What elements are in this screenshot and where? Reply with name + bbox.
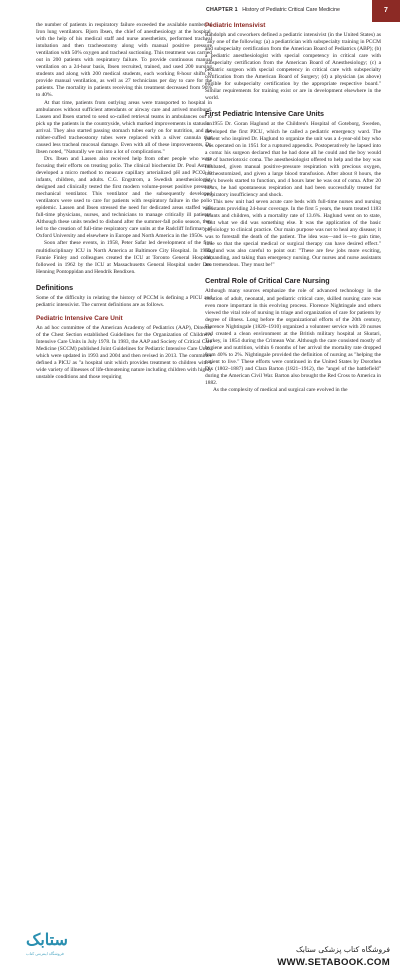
paragraph: In 1955 Dr. Goran Haglund at the Children's Hospital of Goteborg, Sweden, developed the first PICU, which he called a pediatric emergency ward. The patient who inspired Dr. Haglund to organize the unit was a 4-year-old boy who was operated on in 1951 for a ruptured appendix. Postoperatively he lapsed into a coma: his surgeon declared that he had done all he could and the boy would die of bacteriotoxic coma. The anesthesiologist offered to help and the boy was intubated, given manual positive-pressure respiration with precious oxygen, tracheostomized, and given a large blood transfusion. After about 8 hours, the boy's bowels started to function, and 4 hours later he was out of coma. After 20 hours, he had spontaneous respiration and had been successfully treated for respiratory insufficiency and shock. (205, 121, 381, 198)
section-heading-first-picus: First Pediatric Intensive Care Units (205, 109, 325, 119)
publisher-logo-subtext: فروشگاه اینترنتی کتاب (26, 951, 64, 956)
paragraph: Although many sources emphasize the role of advanced technology in the creation of adult, neonatal, and pediatric critical care, skilled nursing care was even more important in this evolving process. Florence Nightingale and others viewed the vital role of nursing in triage and organization of care for patients by degree of illness. Long before the organizational efforts of the 20th century, Florence Nightingale (1820–1910) organized a volunteer service with 20 nurses and created a clean environment at the British military hospital at Skutari, Turkey, in 1854 during the Crimean War. Although the care consisted mostly of hygiene and nutrition, within 6 months of her arrival the mortality rate dropped from 40% to 2%. Nightingale provided the definition of nursing as "helping the patient to live." These efforts were continued in the United States by Dorothea Dix (1802–1887) and Clara Barton (1821–1912), the "angel of the battlefield" during the American Civil War. Barton also brought the Red Cross to America in 1882. (205, 288, 381, 387)
chapter-title: History of Pediatric Critical Care Medicine (242, 7, 340, 13)
running-head (206, 7, 340, 13)
paragraph: An ad hoc committee of the American Academy of Pediatrics (AAP), Director of the Chest Section established Guidelines for the Organization of Children's Intensive Care Units in July 1978. In 1983, the AAP and Society of Critical Care Medicine (SCCM) published Joint Guidelines for Pediatric Intensive Care Units, which were updated in 1993 and 2004 and then revised in 2013. The committee defined a PICU as "a hospital unit which provides treatment to children with a wide variety of illnesses of life-threatening nature including children with highly unstable conditions and those requiring (36, 324, 212, 381)
paragraph: This new unit had seven acute care beds with full-time nurses and nursing assistants providing 24-hour coverage. In the first 5 years, the team treated 1183 infants and children, with a mortality rate of 13.6%. Haglund went on to state, "But what we did was something else. It was the application of the basic physiology to clinical practice. Our main purpose was not to heal any disease; it was to forestall the death of the patient. The idea was—and is—to gain time, time so that the special medical or surgical therapy can have desired effect." Haglund was also careful to point out: "These are few jobs more exciting, demanding, and taking than emergency nursing. Our nurses and nurse assistants are tremendous. They must be!" (205, 198, 381, 269)
subsection-heading-intensivist: Pediatric Intensivist (205, 22, 266, 29)
left-column (36, 22, 212, 460)
paragraph: the number of patients in respiratory failure exceeded the available number of Iron lung ventilators. Bjorn Ibsen, the chief of anesthesiology at the hospital, with the help of his medical staff and nurse anesthetists, performed tracheal intubation and then tracheostomy along with manual positive pressure ventilation with 50% oxygen and tracheal suctioning. This treatment was carried out in 200 patients with respiratory failure. To provide continuous manual ventilation on a 24-hour basis, Ibsen recruited, trained, and used 200 nursing students and along with 200 medical students, each working 8-hour shifts to provide manual ventilation, as well as 27 technicians per day to care for the patients. The mortality in patients receiving this treatment decreased from 90% to 40%. (36, 22, 212, 99)
paragraph: As the complexity of medical and surgical care evolved in the (213, 387, 348, 394)
footer-brand-text: فروشگاه کتاب پزشکی ستابک (295, 945, 390, 954)
publisher-logo: ستابک (26, 932, 68, 949)
paragraph: Soon after these events, in 1958, Peter Safar led development of the first multidisciplinary ICU in North America at Baltimore City Hospital. In 1960, Fannie Finley and colleagues created the ICU at Toronto General Hospital, followed in 1962 by the ICU at Massachusetts General Hospital under Drs. Henning Pontoppidan and Hendrik Bendixen. (36, 240, 212, 275)
paragraph: Drs. Ibsen and Lassen also received help from other people who were focusing their efforts on treating polio. The clinical biochemist Dr. Poul Astrup developed a micro method to measure capillary arterialized pH and PCO2 in infants, children, and adults. C.G. Engstrom, a Swedish anesthesiologist, designed and clinically tested the first modern volume-preset positive pressure mechanical ventilator. This ventilator and the subsequently developed ventilators were used to care for patients with respiratory failure in the polio epidemic. Lassen and Ibsen stressed the need for dedicated areas staffed with full-time physicians, nurses, and technicians to manage critically ill patients. Although these units tended to disband after the summer-fall polio season, they led to the creation of full-time respiratory care units at the Radcliff Infirmary of Oxford University and elsewhere in Europe and North America in the 1950s. (36, 155, 212, 240)
paragraph: Randolph and coworkers defined a pediatric intensivist (in the United States) as "any one of the following: (a) a pediatrician with subspecialty training in PCCM and subspecialty certification from the American Board of Pediatrics (ABP); (b) a pediatric anesthesiologist with special competency in critical care with subspecialty certification from the American Board of Anesthesiology; (c) a pediatric surgeon with special competency in critical care with subspecialty certification from the American Board of Surgery; (d) a physician (as above) eligible for subspecialty certification by the appropriate respective board." Similar requirements for training exist or are in development elsewhere in the world. (205, 32, 381, 102)
paragraph: At that time, patients from outlying areas were transported to hospital in ambulances without sufficient attendants or airway care and arrived moribund. Lassen and Ibsen started to send so-called retrieval teams in ambulances out to pick up the patients in the countryside, which marked improvements in status on arrival. They also started passing stomach tubes early on for nutrition, and the rubber-cuffed tracheostomy tubes were replaced with a silver cannula that caused less tracheal mucosal damage. Even with all of these improvements, Dr. Ibsen noted, "Naturally we ran into a lot of complications." (36, 99, 212, 155)
chapter-label: CHAPTER 1 (206, 7, 238, 13)
page-number-tab (372, 0, 400, 22)
page-header (0, 0, 400, 24)
subsection-heading-picu: Pediatric Intensive Care Unit (36, 314, 123, 322)
page-footer (0, 462, 400, 968)
right-column (205, 22, 381, 510)
footer-url[interactable]: WWW.SETABOOK.COM (277, 957, 390, 968)
paragraph: Some of the difficulty in relating the history of PCCM is defining a PICU and pediatric intensivist. The current definitions are as follows. (36, 294, 212, 308)
section-heading-nursing: Central Role of Critical Care Nursing (205, 276, 330, 286)
page-number: 7 (384, 7, 388, 14)
section-heading-definitions: Definitions (36, 282, 74, 292)
